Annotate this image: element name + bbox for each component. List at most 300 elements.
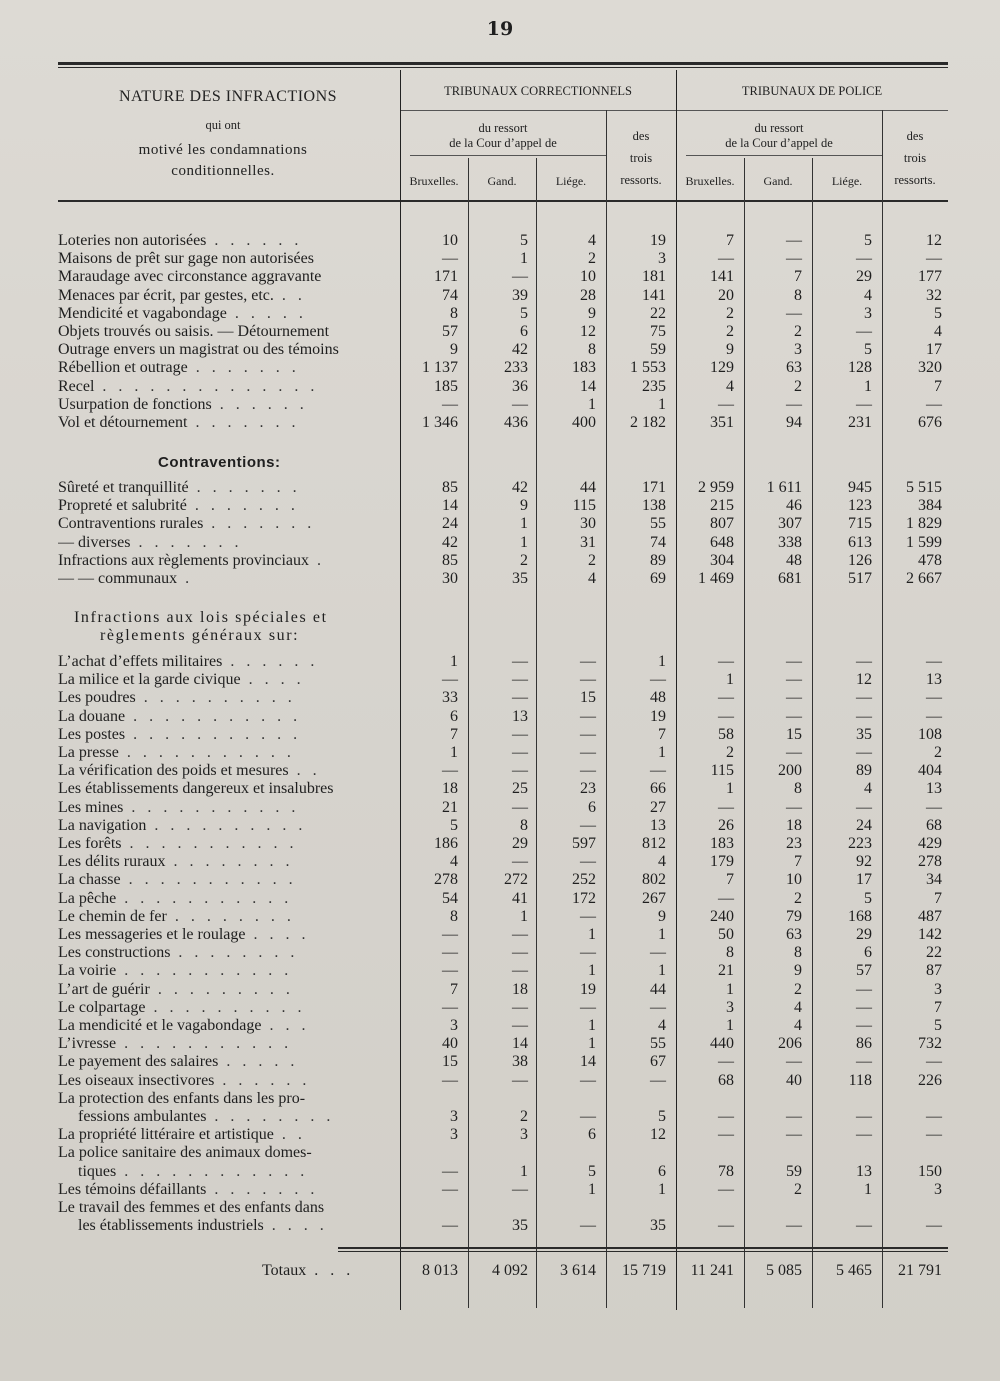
totals-leader-dots: . . . bbox=[306, 1262, 355, 1279]
table-cell: 1 bbox=[588, 962, 596, 980]
row-label bbox=[58, 287, 388, 305]
table-row bbox=[0, 817, 1000, 835]
table-row bbox=[0, 268, 1000, 286]
table-cell: — bbox=[580, 944, 596, 962]
table-cell: 172 bbox=[572, 889, 596, 907]
table-cell: 1 bbox=[726, 980, 734, 998]
table-cell: 12 bbox=[650, 1126, 666, 1144]
table-cell: — bbox=[650, 1071, 666, 1089]
table-cell: — bbox=[856, 689, 872, 707]
table-cell: — bbox=[718, 250, 734, 268]
table-cell: 429 bbox=[918, 835, 942, 852]
table-cell: 68 bbox=[926, 816, 942, 834]
row-label-text: La mendicité et le vagabondage bbox=[58, 1017, 262, 1034]
table-cell: 54 bbox=[442, 889, 458, 907]
table-row bbox=[0, 999, 1000, 1017]
table-cell: 23 bbox=[786, 835, 802, 852]
row-leader-dots: . . . bbox=[261, 1017, 310, 1034]
table-cell: 24 bbox=[442, 515, 458, 533]
table-cell: 79 bbox=[786, 907, 802, 925]
table-cell: — bbox=[512, 962, 528, 980]
table-cell: — bbox=[442, 671, 458, 689]
table-cell: 34 bbox=[926, 871, 942, 889]
totals-cell: 4 092 bbox=[492, 1262, 528, 1279]
table-cell: 338 bbox=[778, 533, 802, 551]
table-cell: — bbox=[856, 653, 872, 670]
row-label-text: Maraudage avec circonstance aggravante bbox=[58, 268, 322, 286]
table-row bbox=[0, 552, 1000, 570]
table-cell: 185 bbox=[434, 377, 458, 395]
row-label-text: La milice et la garde civique bbox=[58, 671, 241, 689]
table-cell: 807 bbox=[710, 515, 734, 533]
row-label-text: La chasse bbox=[58, 871, 121, 889]
table-cell: 150 bbox=[918, 1162, 942, 1180]
table-cell: 8 bbox=[794, 944, 802, 962]
table-cell: — bbox=[856, 1053, 872, 1071]
table-cell: 4 bbox=[794, 998, 802, 1016]
row-label-text: Infractions aux règlements provinciaux bbox=[58, 551, 310, 569]
table-cell: 1 bbox=[588, 395, 596, 413]
table-cell: — bbox=[442, 1180, 458, 1198]
table-cell: 8 bbox=[726, 944, 734, 962]
row-label bbox=[58, 515, 388, 533]
table-cell: — bbox=[926, 1126, 942, 1144]
table-cell: 142 bbox=[918, 926, 942, 943]
row-label-text: Contraventions rurales bbox=[58, 515, 204, 533]
table-cell: — bbox=[786, 653, 802, 670]
totals-label-text: Totaux bbox=[262, 1262, 307, 1279]
table-row bbox=[0, 726, 1000, 744]
table-cell: 29 bbox=[512, 835, 528, 852]
table-cell: 78 bbox=[718, 1162, 734, 1180]
table-row bbox=[0, 1053, 1000, 1071]
table-cell: 3 bbox=[864, 304, 872, 322]
table-cell: 3 bbox=[934, 980, 942, 998]
row-label-text: Outrage envers un magistrat ou des témoins bbox=[58, 341, 339, 359]
table-cell: — bbox=[442, 1217, 458, 1235]
table-cell: — bbox=[786, 1126, 802, 1144]
table-cell: 440 bbox=[710, 1035, 734, 1053]
row-label-text: Usurpation de fonctions bbox=[58, 395, 212, 413]
row-label-text: L’art de guérir bbox=[58, 980, 150, 998]
table-cell: — bbox=[786, 395, 802, 413]
table-cell: 186 bbox=[434, 835, 458, 852]
table-cell: 44 bbox=[650, 980, 666, 998]
table-row bbox=[0, 890, 1000, 908]
row-label-text: Les établissements dangereux et insalubres bbox=[58, 780, 334, 798]
row-leader-dots: . . . . . . bbox=[206, 232, 303, 249]
table-row bbox=[0, 497, 1000, 515]
table-cell: 1 346 bbox=[422, 414, 458, 431]
row-label bbox=[58, 962, 388, 980]
table-row bbox=[0, 944, 1000, 962]
row-label-text: Les oiseaux insectivores bbox=[58, 1071, 215, 1089]
table-cell: 252 bbox=[572, 871, 596, 889]
table-cell: 21 bbox=[442, 798, 458, 816]
table-cell: 30 bbox=[442, 570, 458, 587]
row-leader-dots: . . . . bbox=[240, 671, 305, 689]
table-cell: 2 bbox=[726, 323, 734, 340]
row-label bbox=[58, 726, 388, 744]
row-label-text: Menaces par écrit, par gestes, etc. bbox=[58, 286, 274, 304]
row-leader-dots: . . . . . . . bbox=[187, 359, 300, 377]
table-cell: 1 bbox=[658, 1180, 666, 1198]
table-row bbox=[0, 689, 1000, 707]
totals-cell: 3 614 bbox=[560, 1262, 596, 1279]
table-cell: 183 bbox=[572, 359, 596, 377]
table-cell: 31 bbox=[580, 533, 596, 551]
row-leader-dots: . . . . . . . bbox=[188, 479, 301, 496]
totals-cell: 8 013 bbox=[422, 1262, 458, 1279]
totals-cell: 11 241 bbox=[690, 1262, 734, 1279]
table-cell: 13 bbox=[856, 1162, 872, 1180]
table-cell: 676 bbox=[918, 414, 942, 431]
table-cell: 6 bbox=[520, 323, 528, 340]
row-label bbox=[58, 479, 388, 497]
table-cell: 13 bbox=[926, 671, 942, 689]
table-cell: 67 bbox=[650, 1053, 666, 1071]
table-cell: 6 bbox=[658, 1162, 666, 1180]
table-cell: 5 bbox=[450, 816, 458, 834]
table-cell: — bbox=[718, 689, 734, 707]
table-cell: 4 bbox=[726, 377, 734, 395]
row-label-text: Les constructions bbox=[58, 944, 171, 962]
table-cell: — bbox=[442, 762, 458, 780]
table-cell: 5 bbox=[864, 889, 872, 907]
table-cell: 13 bbox=[926, 780, 942, 798]
row-label bbox=[58, 570, 388, 588]
table-cell: — bbox=[580, 762, 596, 780]
pol-bruxelles: Bruxelles. bbox=[685, 174, 735, 188]
table-cell: 272 bbox=[504, 871, 528, 889]
table-row bbox=[0, 232, 1000, 250]
table-cell: 3 bbox=[934, 1180, 942, 1198]
table-cell: 32 bbox=[926, 286, 942, 304]
table-cell: 18 bbox=[512, 980, 528, 998]
table-cell: 40 bbox=[442, 1035, 458, 1053]
row-leader-dots: . . . . . . . . . . . bbox=[118, 744, 295, 761]
table-cell: 1 bbox=[658, 653, 666, 670]
table-cell: — bbox=[786, 304, 802, 322]
row-leader-dots: . . . . . . . . . . . bbox=[116, 889, 293, 907]
row-label-text: Sûreté et tranquillité bbox=[58, 479, 189, 496]
table-row bbox=[0, 479, 1000, 497]
table-cell: 75 bbox=[650, 323, 666, 340]
table-cell: 5 bbox=[520, 232, 528, 249]
table-cell: 57 bbox=[442, 323, 458, 340]
table-cell: 812 bbox=[642, 835, 666, 852]
table-row bbox=[0, 250, 1000, 268]
table-cell: — bbox=[580, 853, 596, 871]
table-cell: 128 bbox=[848, 359, 872, 377]
table-row bbox=[0, 1090, 1000, 1108]
table-cell: 36 bbox=[512, 377, 528, 395]
table-row bbox=[0, 744, 1000, 762]
table-cell: 13 bbox=[512, 707, 528, 725]
table-cell: — bbox=[650, 944, 666, 962]
row-label bbox=[58, 762, 388, 780]
row-label bbox=[58, 497, 388, 515]
table-cell: 85 bbox=[442, 479, 458, 496]
row-leader-dots: . . bbox=[288, 762, 321, 780]
section-heading-lois-speciales-2: règlements généraux sur: bbox=[100, 627, 300, 644]
table-cell: 6 bbox=[450, 707, 458, 725]
table-row bbox=[0, 926, 1000, 944]
table-cell: 115 bbox=[572, 497, 596, 515]
row-label bbox=[58, 744, 388, 762]
table-cell: 19 bbox=[650, 232, 666, 249]
page-number: 19 bbox=[486, 18, 514, 40]
table-cell: 48 bbox=[786, 551, 802, 569]
table-cell: — bbox=[580, 816, 596, 834]
table-cell: 6 bbox=[588, 798, 596, 816]
table-cell: 10 bbox=[786, 871, 802, 889]
table-cell: 802 bbox=[642, 871, 666, 889]
table-cell: 10 bbox=[580, 268, 596, 286]
row-label bbox=[58, 817, 388, 835]
table-cell: 1 bbox=[658, 926, 666, 943]
table-cell: 2 bbox=[520, 1108, 528, 1125]
row-label-text: La propriété littéraire et artistique bbox=[58, 1126, 274, 1144]
table-cell: 4 bbox=[588, 232, 596, 249]
table-cell: 118 bbox=[848, 1071, 872, 1089]
table-cell: 2 bbox=[794, 889, 802, 907]
row-leader-dots: . . . . . . . . . . . . bbox=[116, 1162, 309, 1180]
table-cell: 85 bbox=[442, 551, 458, 569]
table-row bbox=[0, 762, 1000, 780]
table-cell: 4 bbox=[794, 1017, 802, 1034]
row-label bbox=[58, 981, 388, 999]
row-label bbox=[58, 853, 388, 871]
table-cell: — bbox=[512, 998, 528, 1016]
table-cell: 1 137 bbox=[422, 359, 458, 377]
row-label-text: Rébellion et outrage bbox=[58, 359, 188, 377]
table-cell: 40 bbox=[786, 1071, 802, 1089]
pol-liege: Liége. bbox=[831, 174, 863, 188]
table-cell: 1 611 bbox=[766, 479, 802, 496]
table-cell: 22 bbox=[650, 304, 666, 322]
row-label-text: Les mines bbox=[58, 798, 124, 816]
table-cell: 8 bbox=[450, 304, 458, 322]
table-cell: 89 bbox=[856, 762, 872, 780]
table-cell: 181 bbox=[642, 268, 666, 286]
table-cell: 14 bbox=[512, 1035, 528, 1053]
table-cell: 3 bbox=[658, 250, 666, 268]
table-row bbox=[0, 305, 1000, 323]
row-label bbox=[58, 908, 388, 926]
table-row bbox=[0, 1181, 1000, 1199]
table-cell: — bbox=[856, 1017, 872, 1034]
row-label-text: Le colpartage bbox=[58, 998, 146, 1016]
table-cell: 9 bbox=[588, 304, 596, 322]
table-cell: — bbox=[718, 653, 734, 670]
row-label bbox=[58, 1144, 388, 1162]
table-cell: 26 bbox=[718, 816, 734, 834]
table-cell: 9 bbox=[450, 341, 458, 359]
table-cell: — bbox=[856, 250, 872, 268]
table-cell: 23 bbox=[580, 780, 596, 798]
row-label-text: La police sanitaire des animaux domes- bbox=[58, 1144, 312, 1162]
table-cell: 1 bbox=[864, 1180, 872, 1198]
table-cell: — bbox=[926, 1217, 942, 1235]
table-cell: 1 bbox=[726, 1017, 734, 1034]
table-row bbox=[0, 1108, 1000, 1126]
table-cell: 141 bbox=[710, 268, 734, 286]
row-label bbox=[58, 378, 388, 396]
table-cell: 7 bbox=[934, 377, 942, 395]
row-label bbox=[78, 1108, 388, 1126]
row-label bbox=[58, 268, 388, 286]
table-cell: 517 bbox=[848, 570, 872, 587]
table-cell: 5 bbox=[588, 1162, 596, 1180]
table-cell: 10 bbox=[442, 232, 458, 249]
row-label-text: La voirie bbox=[58, 962, 117, 980]
table-cell: 4 bbox=[658, 1017, 666, 1034]
nature-title: NATURE DES INFRACTIONS bbox=[118, 88, 338, 105]
table-cell: 8 bbox=[588, 341, 596, 359]
row-leader-dots: . . . . . bbox=[218, 1053, 299, 1071]
row-label-text: La vérification des poids et mesures bbox=[58, 762, 289, 780]
table-cell: 89 bbox=[650, 551, 666, 569]
table-cell: 478 bbox=[918, 551, 942, 569]
row-label bbox=[58, 835, 388, 853]
table-cell: 86 bbox=[856, 1035, 872, 1053]
table-row bbox=[0, 1163, 1000, 1181]
row-leader-dots: . . . . . . . . bbox=[170, 944, 299, 962]
table-cell: 1 469 bbox=[698, 570, 734, 587]
table-row bbox=[0, 1217, 1000, 1235]
table-cell: 9 bbox=[726, 341, 734, 359]
table-cell: — bbox=[512, 1180, 528, 1198]
table-cell: 1 bbox=[450, 744, 458, 761]
table-cell: — bbox=[856, 744, 872, 761]
table-cell: 267 bbox=[642, 889, 666, 907]
row-label-text: L’ivresse bbox=[58, 1035, 117, 1053]
row-label-text: — diverses bbox=[58, 533, 131, 551]
row-label-text: Mendicité et vagabondage bbox=[58, 304, 227, 322]
table-cell: — bbox=[442, 250, 458, 268]
table-cell: 55 bbox=[650, 515, 666, 533]
table-cell: 168 bbox=[848, 907, 872, 925]
table-row bbox=[0, 981, 1000, 999]
row-label bbox=[58, 926, 388, 944]
table-cell: — bbox=[718, 798, 734, 816]
table-cell: — bbox=[786, 1053, 802, 1071]
table-cell: 6 bbox=[864, 944, 872, 962]
table-cell: 66 bbox=[650, 780, 666, 798]
pol-trois-l3: ressorts. bbox=[894, 173, 936, 187]
table-cell: 57 bbox=[856, 962, 872, 980]
table-cell: 17 bbox=[856, 871, 872, 889]
table-cell: — bbox=[580, 1108, 596, 1125]
table-cell: — bbox=[926, 1053, 942, 1071]
table-cell: — bbox=[856, 798, 872, 816]
table-cell: 20 bbox=[718, 286, 734, 304]
table-cell: — bbox=[512, 689, 528, 707]
table-cell: 235 bbox=[642, 377, 666, 395]
row-label-text: Propreté et salubrité bbox=[58, 497, 187, 515]
table-cell: 5 bbox=[520, 304, 528, 322]
table-cell: 29 bbox=[856, 926, 872, 943]
table-cell: 681 bbox=[778, 570, 802, 587]
row-leader-dots: . . . . . . . . . . . bbox=[120, 871, 297, 889]
table-cell: 171 bbox=[434, 268, 458, 286]
table-cell: 12 bbox=[856, 671, 872, 689]
row-label bbox=[78, 1217, 388, 1235]
table-cell: — bbox=[856, 998, 872, 1016]
table-cell: — bbox=[856, 1126, 872, 1144]
row-label bbox=[58, 999, 388, 1017]
row-label bbox=[58, 1072, 388, 1090]
table-cell: 1 bbox=[520, 533, 528, 551]
row-label bbox=[58, 871, 388, 889]
table-cell: 2 bbox=[588, 250, 596, 268]
pol-gand: Gand. bbox=[763, 174, 793, 188]
table-cell: 5 bbox=[658, 1108, 666, 1125]
police-header: TRIBUNAUX DE POLICE bbox=[741, 84, 883, 98]
table-cell: 732 bbox=[918, 1035, 942, 1053]
table-cell: 404 bbox=[918, 762, 942, 780]
table-row bbox=[0, 1126, 1000, 1144]
table-cell: 87 bbox=[926, 962, 942, 980]
table-cell: 3 bbox=[450, 1108, 458, 1125]
table-cell: 8 bbox=[794, 780, 802, 798]
table-cell: 226 bbox=[918, 1071, 942, 1089]
nature-sub1: qui ont bbox=[205, 118, 241, 132]
table-cell: 129 bbox=[710, 359, 734, 377]
table-cell: 28 bbox=[580, 286, 596, 304]
row-leader-dots: . . . . . . . bbox=[187, 414, 300, 431]
table-cell: 1 bbox=[520, 1162, 528, 1180]
table-cell: 94 bbox=[786, 414, 802, 431]
table-row bbox=[0, 780, 1000, 798]
table-cell: 2 bbox=[726, 744, 734, 761]
table-cell: — bbox=[580, 1071, 596, 1089]
table-cell: 1 bbox=[726, 780, 734, 798]
table-cell: 17 bbox=[926, 341, 942, 359]
row-leader-dots: . . . . . . bbox=[211, 395, 308, 413]
table-cell: 597 bbox=[572, 835, 596, 852]
row-label-text: Maisons de prêt sur gage non autorisées bbox=[58, 250, 314, 268]
row-label bbox=[58, 708, 388, 726]
table-row bbox=[0, 570, 1000, 588]
table-cell: 233 bbox=[504, 359, 528, 377]
table-cell: 4 bbox=[588, 570, 596, 587]
table-cell: 59 bbox=[786, 1162, 802, 1180]
table-cell: 240 bbox=[710, 907, 734, 925]
table-cell: 2 bbox=[520, 551, 528, 569]
corr-gand: Gand. bbox=[487, 174, 517, 188]
row-leader-dots: . . . . . . . . . . . bbox=[125, 725, 302, 743]
table-cell: — bbox=[512, 926, 528, 943]
table-cell: 48 bbox=[650, 689, 666, 707]
table-cell: — bbox=[442, 998, 458, 1016]
totals-label bbox=[262, 1262, 354, 1280]
table-cell: 1 bbox=[588, 1017, 596, 1034]
totals-cell: 5 085 bbox=[766, 1262, 802, 1279]
table-cell: 278 bbox=[434, 871, 458, 889]
table-row bbox=[0, 708, 1000, 726]
table-cell: 3 bbox=[794, 341, 802, 359]
row-label-text: Les témoins défaillants bbox=[58, 1180, 207, 1198]
table-cell: 14 bbox=[442, 497, 458, 515]
section-heading-contraventions: Contraventions: bbox=[158, 454, 281, 471]
row-label bbox=[78, 1163, 388, 1181]
table-cell: 14 bbox=[580, 377, 596, 395]
table-cell: 3 bbox=[726, 998, 734, 1016]
table-cell: — bbox=[442, 944, 458, 962]
table-cell: 2 bbox=[588, 551, 596, 569]
